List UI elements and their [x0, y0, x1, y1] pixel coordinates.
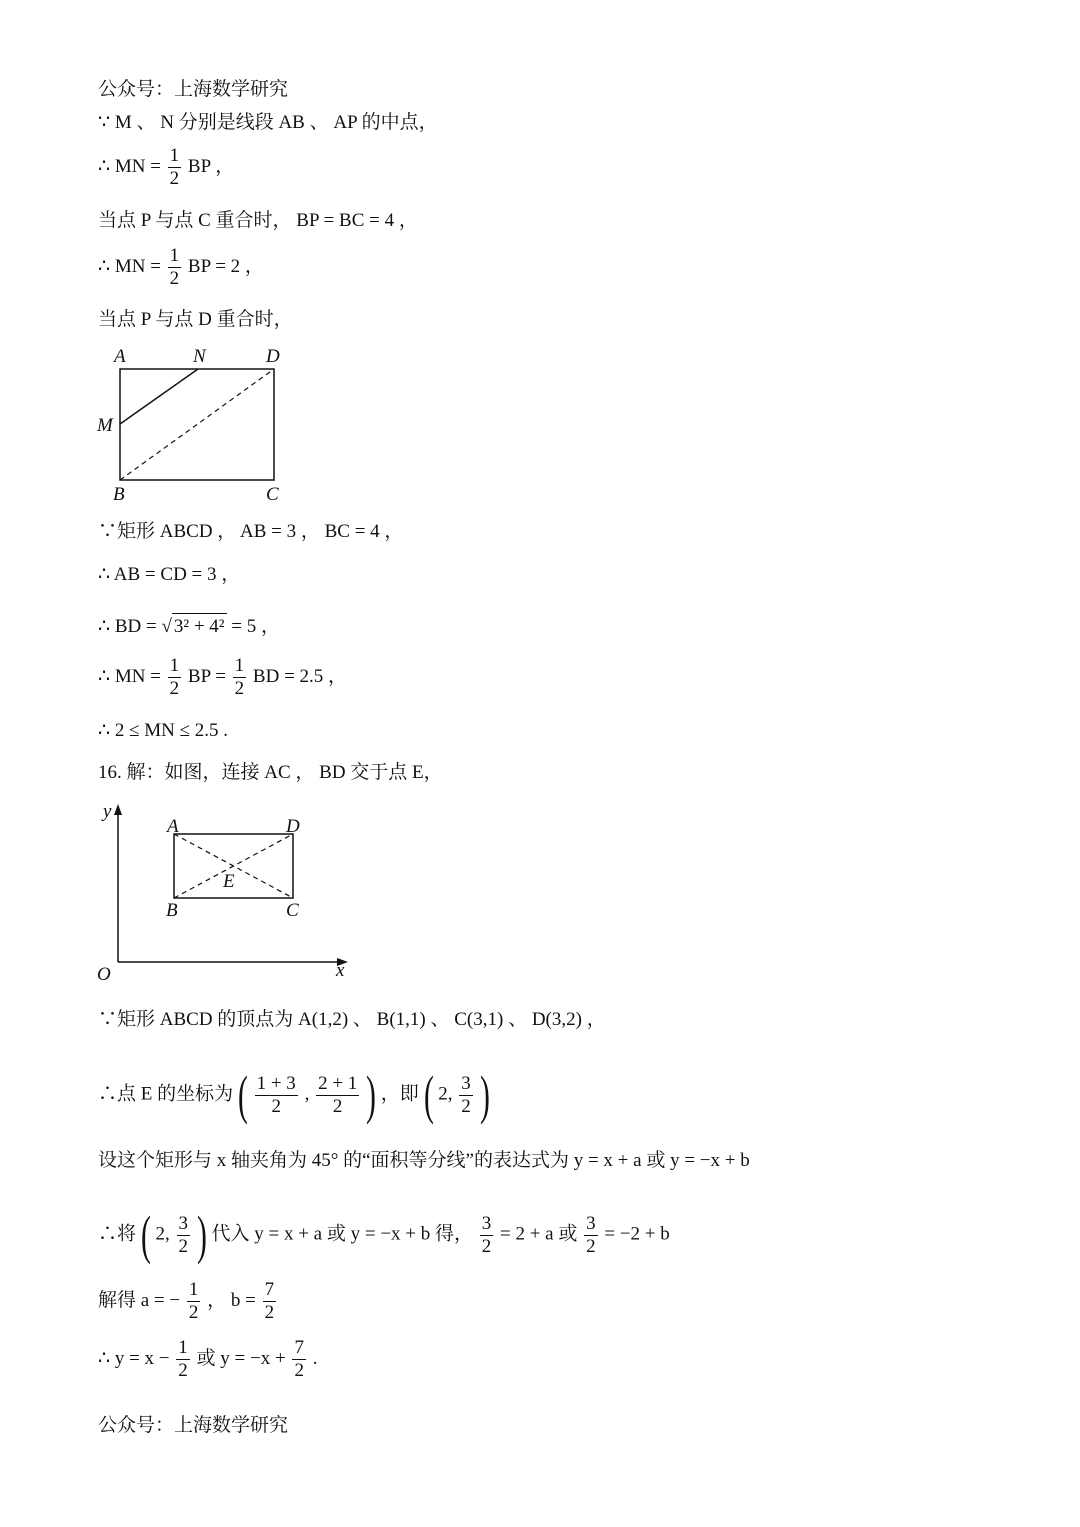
eq-rhs: = −2 + b	[604, 1223, 670, 1245]
eq-rhs: BD = 2.5 ，	[252, 665, 348, 687]
eq-mid: BP =	[187, 665, 226, 687]
text-line-10: ∴ 2 ≤ MN ≤ 2.5 .	[98, 720, 229, 741]
eq-rhs: BP = 2 ，	[187, 255, 264, 277]
fraction-one-half: $\frac{1}{2}$	[169, 145, 180, 189]
fraction-one-half: $\frac{1}{2}$	[178, 1337, 188, 1381]
label-n: N	[193, 346, 206, 367]
text-line-1: ∵ M 、 N 分别是线段 AB 、 AP 的中点，	[98, 112, 438, 133]
fraction-three-halves: $\frac{3}{2}$	[481, 1212, 492, 1257]
diagonal-bd	[120, 369, 274, 480]
eq-lhs: ∴ MN =	[98, 255, 161, 277]
label-d: D	[266, 346, 280, 367]
equation-line-4	[98, 245, 264, 290]
fraction-three-halves: $\frac{3}{2}$	[178, 1212, 188, 1257]
label-d: D	[286, 816, 300, 837]
label-y: y	[103, 801, 112, 822]
fraction-one-half: $\frac{1}{2}$	[188, 1279, 199, 1323]
text-line-3: 当点 P 与点 C 重合时， BP = BC = 4 ，	[98, 210, 418, 231]
sqrt-radicand: 3² + 4²	[172, 613, 227, 640]
label-m: M	[97, 415, 113, 436]
eq-rhs: BP ，	[187, 155, 235, 177]
label-a: A	[114, 346, 126, 367]
label-b: B	[166, 900, 178, 921]
label-b: B	[113, 484, 125, 505]
equation-line-2	[98, 145, 234, 190]
fraction-seven-halves: $\frac{7}{2}$	[264, 1279, 275, 1323]
eq-lhs: ∴ MN =	[98, 155, 161, 177]
eq-lhs: ∴将	[98, 1223, 137, 1245]
sqrt-sign: √	[161, 616, 172, 637]
eq-mid-2: = 2 + a 或	[500, 1223, 578, 1245]
eq-lhs: ∴ MN =	[98, 665, 161, 687]
label-a: A	[167, 816, 179, 837]
equation-line-13: ∴点 E 的坐标为 ( $\frac{1 + 3}{2}$ , $\frac{2 + 1}{2}$ ) ，即 ( 2, $\frac{3}{2}$ )	[98, 1065, 490, 1125]
fraction-one-half: $\frac{1}{2}$	[169, 655, 180, 699]
eq-lhs: ∴ BD =	[98, 616, 157, 637]
text-line-7: ∴ AB = CD = 3 ，	[98, 564, 241, 585]
equation-line-16	[98, 1279, 278, 1324]
label-e: E	[223, 871, 235, 892]
fraction-three-halves: $\frac{3}{2}$	[461, 1072, 471, 1117]
page-header: 公众号：上海数学研究	[98, 79, 289, 100]
equation-line-17	[98, 1337, 317, 1382]
label-x: x	[336, 960, 345, 981]
eq-lhs: ∴ y = x −	[98, 1347, 170, 1369]
text-line-5: 当点 P 与点 D 重合时，	[98, 309, 293, 330]
equation-line-9	[98, 655, 347, 700]
equation-line-8	[98, 613, 280, 640]
eq-lhs: ∴点 E 的坐标为	[98, 1083, 234, 1105]
eq-mid: ，即	[380, 1083, 419, 1105]
coordinate-figure-2	[92, 800, 362, 985]
fraction-one-half: $\frac{1}{2}$	[169, 245, 180, 289]
fraction-seven-halves: $\frac{7}{2}$	[294, 1337, 304, 1381]
problem-16-heading: 16. 解：如图，连接 AC ， BD 交于点 E，	[98, 762, 443, 783]
fraction-one-half: $\frac{1}{2}$	[234, 655, 245, 699]
label-c: C	[266, 484, 279, 505]
segment-mn	[120, 369, 198, 424]
fraction-one-plus-three: $\frac{1 + 3}{2}$	[256, 1072, 296, 1117]
equation-line-15: ∴将 ( 2, $\frac{3}{2}$ ) 代入 y = x + a 或 y = −x + b 得， $\frac{3}{2}$ = 2 + a 或 $\frac{3}{2}$ = −2 + b	[98, 1205, 670, 1265]
eq-lhs: 解得 a = −	[98, 1289, 181, 1311]
eq-rhs: = 5 ，	[231, 616, 280, 637]
eq-mid: ， b =	[207, 1289, 256, 1311]
label-c: C	[286, 900, 299, 921]
rectangle-figure-1	[92, 342, 292, 507]
eq-mid: 或 y = −x +	[196, 1347, 286, 1369]
label-o: O	[97, 964, 111, 985]
text-line-6: ∵矩形 ABCD ， AB = 3 ， BC = 4 ，	[98, 521, 404, 542]
page-footer: 公众号：上海数学研究	[98, 1415, 289, 1436]
y-axis-arrow	[114, 804, 122, 815]
text-line-12: ∵矩形 ABCD 的顶点为 A(1,2) 、 B(1,1) 、 C(3,1) 、 D(3,2) ，	[98, 1009, 606, 1030]
eq-mid: 代入 y = x + a 或 y = −x + b 得，	[211, 1223, 473, 1245]
eq-end: .	[312, 1347, 318, 1369]
text-line-14: 设这个矩形与 x 轴夹角为 45° 的“面积等分线”的表达式为 y = x + a 或 y = −x + b	[98, 1150, 750, 1171]
fraction-three-halves: $\frac{3}{2}$	[586, 1212, 596, 1257]
fraction-two-plus-one: $\frac{2 + 1}{2}$	[318, 1072, 358, 1117]
